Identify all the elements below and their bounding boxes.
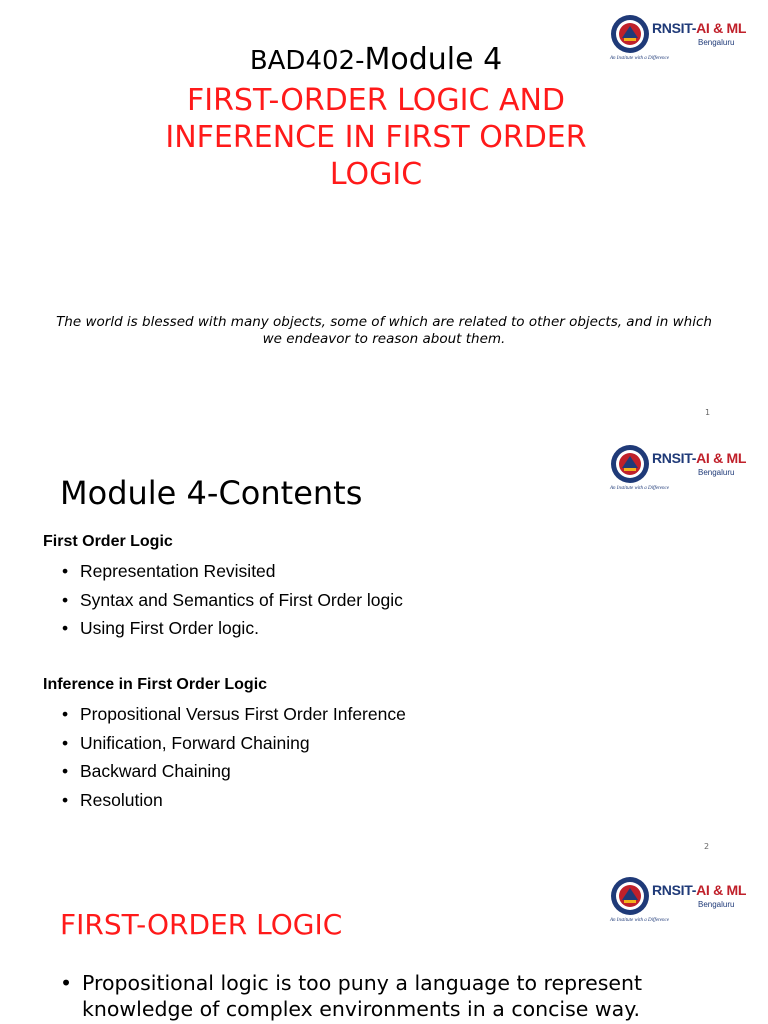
slide-1 — [0, 0, 768, 432]
list-item: • Backward Chaining — [62, 757, 406, 786]
logo-city: Bengaluru — [698, 38, 735, 47]
slide-title: Module 4-Contents — [60, 474, 363, 512]
logo-brand: RNSIT-AI & ML — [652, 882, 747, 898]
list-item: • Unification, Forward Chaining — [62, 729, 406, 758]
rnsit-logo — [610, 444, 747, 496]
course-code: BAD402- — [249, 46, 365, 76]
logo-brand: RNSIT-AI & ML — [652, 450, 747, 466]
slide-quote: The world is blessed with many objects, some of which are related to other objects, and in which we endeavor to reason about them. — [56, 314, 712, 347]
slide-title: FIRST-ORDER LOGIC AND INFERENCE IN FIRST ORDER LOGIC — [165, 83, 587, 192]
logo-motto: An Institute with a Difference — [610, 918, 669, 923]
list-item: • Resolution — [62, 786, 406, 815]
slide-title-line — [0, 42, 752, 77]
list-item: • Syntax and Semantics of First Order logic — [62, 586, 403, 615]
list-item: • Using First Order logic. — [62, 614, 403, 643]
section-items — [62, 700, 406, 814]
logo-motto: An Institute with a Difference — [610, 486, 669, 491]
bullet-icon: • — [60, 971, 73, 995]
rnsit-seal-icon — [610, 876, 650, 916]
bullet-text: Propositional logic is too puny a language to represent knowledge of complex environments in a concise way. — [82, 971, 643, 1021]
section-heading: First Order Logic — [43, 533, 173, 550]
logo-city: Bengaluru — [698, 900, 735, 909]
slide-title: FIRST-ORDER LOGIC — [60, 908, 343, 941]
bullet-point — [60, 970, 740, 1022]
logo-motto: An Institute with a Difference — [610, 56, 669, 61]
module-label: Module 4 — [364, 42, 503, 77]
logo-brand: RNSIT-AI & ML — [652, 20, 747, 36]
page-number: 2 — [704, 842, 710, 851]
rnsit-seal-icon — [610, 444, 650, 484]
list-item: • Representation Revisited — [62, 557, 403, 586]
slide-2 — [0, 432, 768, 864]
logo-city: Bengaluru — [698, 468, 735, 477]
page-number: 1 — [705, 408, 711, 417]
rnsit-logo — [610, 876, 747, 928]
section-heading: Inference in First Order Logic — [43, 676, 268, 693]
section-items — [62, 557, 403, 643]
slide-3 — [0, 864, 768, 1024]
list-item: • Propositional Versus First Order Inference — [62, 700, 406, 729]
